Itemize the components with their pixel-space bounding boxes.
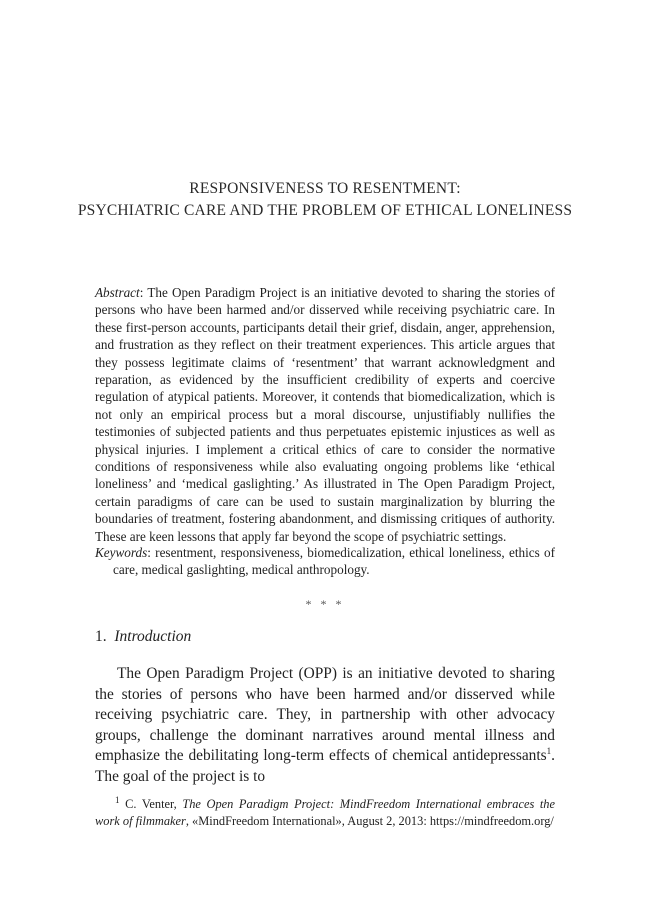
section-number: 1. (95, 628, 107, 645)
footnote-reference: 1 (546, 746, 552, 757)
footnote-marker: 1 (115, 794, 120, 805)
body-text: The Open Paradigm Project (OPP) is an initiative devoted to sharing the stories of persons who have been harmed and/or disserved while receiving psychiatric care. They, in partnership with other advocacy groups, challenge the dominant narratives around mental illness and emphasize the debilitating long-term effects of chemical antidepressants (95, 665, 555, 765)
section-heading (95, 628, 191, 646)
footnote-rest: , «MindFreedom International», August 2, 2013: https://mindfreedom.org/ (185, 814, 554, 828)
abstract-label: Abstract (95, 285, 140, 300)
section-separator: * * * (305, 597, 345, 611)
footnote-author: C. Venter, (125, 797, 183, 811)
abstract-text: : The Open Paradigm Project is an initiative devoted to sharing the stories of persons who have been harmed and/or disserved while receiving psychiatric care. In these first-person accounts, participants detail their grief, disdain, anger, apprehension, and frustration as they reflect on their treatment experiences. This article argues that they possess legitimate claims of ‘resentment’ that warrant acknowledgment and reparation, as evidenced by the insufficient credibility of experts and coercive regulation of atypical patients. Moreover, it contends that biomedicalization, which is not only an empirical process but a moral discourse, unjustifiably nullifies the testimonies of subjected patients and thus perpetuates epistemic injustices as well as physical injuries. I implement a critical ethics of care to consider the normative conditions of responsiveness while also evaluating ongoing problems like ‘ethical loneliness’ and ‘medical gaslighting.’ As illustrated in The Open Paradigm Project, certain paradigms of care can be used to sustain marginalization by blurring the boundaries of treatment, fostering abandonment, and dismissing critiques of authority. These are keen lessons that apply far beyond the scope of psychiatric settings. (95, 285, 555, 544)
footnote-title: The Open Paradigm Project: MindFreedom International embraces the work of filmmaker (95, 797, 555, 828)
body-paragraph (95, 664, 555, 788)
abstract (95, 284, 555, 545)
title-line-1: RESPONSIVENESS TO RESENTMENT: (189, 180, 461, 197)
keywords-label: Keywords (95, 545, 148, 560)
keywords (95, 544, 555, 579)
article-title (0, 178, 650, 222)
keywords-text: : resentment, responsiveness, biomedicalization, ethical loneliness, ethics of care, medical gaslighting, medical anthropology. (113, 545, 555, 578)
title-line-2: PSYCHIATRIC CARE AND THE PROBLEM OF ETHICAL LONELINESS (77, 202, 573, 219)
footnote (95, 796, 555, 830)
section-title: Introduction (114, 628, 192, 645)
body-text-after: . The goal of the project is to (95, 747, 555, 785)
